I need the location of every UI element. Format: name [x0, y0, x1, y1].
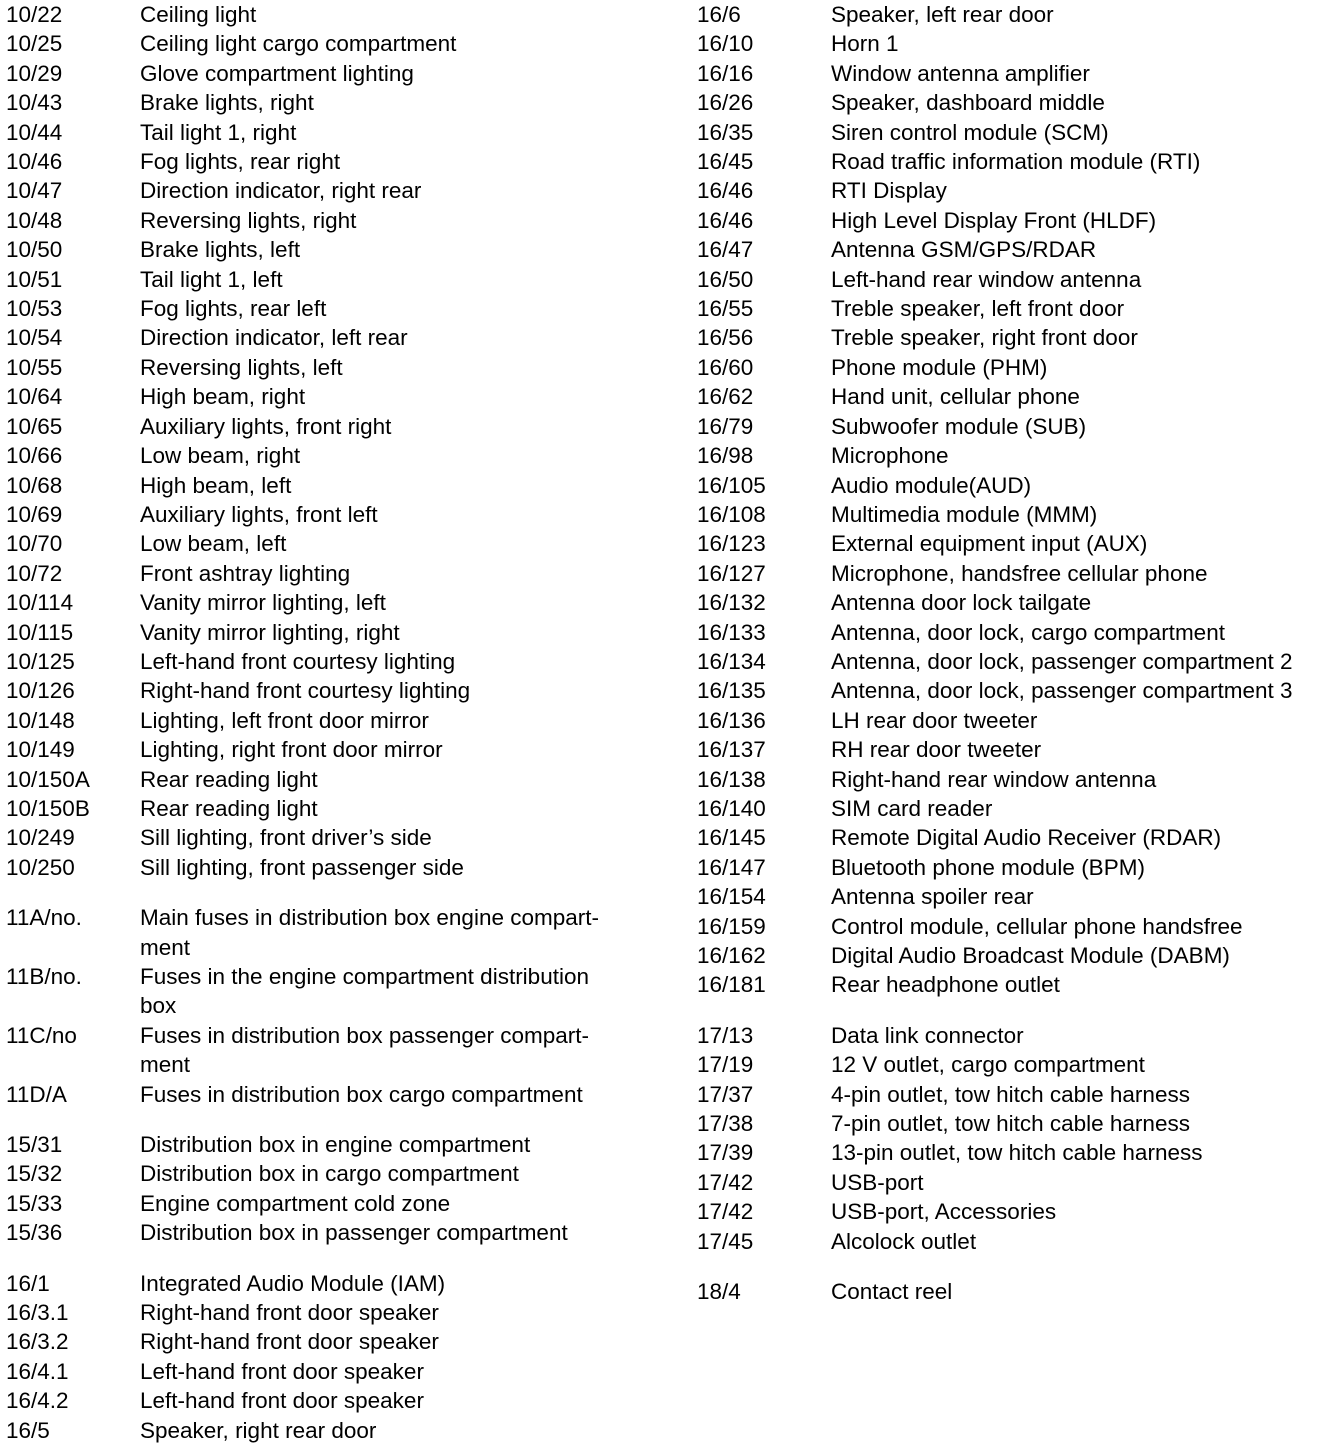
component-description: Window antenna amplifier	[831, 60, 1090, 86]
legend-entry	[6, 1189, 666, 1218]
component-description: Remote Digital Audio Receiver (RDAR)	[831, 825, 1222, 851]
legend-entry	[697, 382, 1337, 411]
legend-entry	[6, 441, 666, 470]
component-code: 16/147	[697, 854, 766, 880]
component-description: Fuses in distribution box passenger compart- ment	[140, 1022, 589, 1078]
component-code: 10/53	[6, 296, 63, 322]
component-code: 10/65	[6, 413, 63, 439]
legend-entry	[6, 735, 666, 764]
component-description: Distribution box in engine compartment	[140, 1132, 531, 1158]
legend-entry	[697, 618, 1337, 647]
component-code: 16/159	[697, 913, 766, 939]
component-code: 10/54	[6, 325, 63, 351]
component-code: 16/46	[697, 178, 754, 204]
component-code: 10/25	[6, 31, 63, 57]
component-description: Multimedia module (MMM)	[831, 501, 1098, 527]
legend-entry	[6, 559, 666, 588]
legend-entry	[697, 1227, 1337, 1256]
legend-entry	[697, 588, 1337, 617]
component-code: 10/150A	[6, 766, 90, 792]
component-code: 10/148	[6, 707, 75, 733]
legend-group	[6, 903, 666, 1109]
component-description: Distribution box in cargo compartment	[140, 1161, 519, 1187]
component-description: Left-hand front courtesy lighting	[140, 648, 456, 674]
component-code: 15/36	[6, 1220, 63, 1246]
legend-entry	[6, 1159, 666, 1188]
component-code: 15/33	[6, 1190, 63, 1216]
component-description: Auxiliary lights, front left	[140, 501, 378, 527]
component-description: Antenna, door lock, passenger compartment 3	[831, 678, 1293, 704]
component-code: 16/154	[697, 884, 766, 910]
component-description: 4-pin outlet, tow hitch cable harness	[831, 1081, 1190, 1107]
component-code: 16/50	[697, 266, 754, 292]
component-code: 16/1	[6, 1270, 50, 1296]
component-description: Speaker, right rear door	[140, 1417, 377, 1443]
component-description: Alcolock outlet	[831, 1228, 977, 1254]
component-description: Fuses in the engine compartment distribution box	[140, 964, 589, 1019]
component-description: Sill lighting, front passenger side	[140, 854, 464, 880]
component-description: Lighting, left front door mirror	[140, 707, 429, 733]
component-description: Integrated Audio Module (IAM)	[140, 1270, 446, 1296]
legend-entry	[6, 823, 666, 852]
component-description: Glove compartment lighting	[140, 60, 414, 86]
legend-entry	[697, 647, 1337, 676]
component-code: 10/29	[6, 60, 63, 86]
component-code: 16/140	[697, 795, 766, 821]
legend-entry	[6, 294, 666, 323]
component-description: Rear reading light	[140, 795, 318, 821]
legend-entry	[697, 676, 1337, 705]
component-code: 16/162	[697, 943, 766, 968]
component-code: 10/43	[6, 90, 63, 116]
component-code: 16/145	[697, 825, 766, 851]
component-description: Bluetooth phone module (BPM)	[831, 854, 1145, 880]
component-description: Reversing lights, left	[140, 354, 343, 380]
legend-entry	[697, 1197, 1337, 1226]
component-description: Brake lights, left	[140, 237, 301, 263]
component-code: 17/37	[697, 1081, 754, 1107]
component-description: Treble speaker, left front door	[831, 296, 1125, 322]
component-code: 10/126	[6, 678, 75, 704]
component-code: 16/105	[697, 472, 766, 498]
component-code: 16/45	[697, 149, 754, 175]
component-code: 16/123	[697, 531, 766, 557]
component-code: 11D/A	[6, 1081, 67, 1107]
component-code: 18/4	[697, 1279, 741, 1305]
component-code: 10/64	[6, 384, 63, 410]
component-code: 16/56	[697, 325, 754, 351]
legend-entry	[6, 88, 666, 117]
component-code: 16/10	[697, 31, 754, 57]
component-description: Speaker, dashboard middle	[831, 90, 1105, 116]
legend-entry	[6, 500, 666, 529]
component-code: 16/60	[697, 354, 754, 380]
legend-entry	[697, 970, 1337, 999]
legend-entry	[6, 265, 666, 294]
component-description: 7-pin outlet, tow hitch cable harness	[831, 1111, 1190, 1137]
legend-entry	[6, 235, 666, 264]
component-description: Direction indicator, left rear	[140, 325, 408, 351]
legend-entry	[697, 706, 1337, 735]
component-code: 11A/no.	[6, 905, 82, 931]
legend-entry	[697, 206, 1337, 235]
legend-entry	[697, 1050, 1337, 1079]
component-description: Rear reading light	[140, 766, 318, 792]
component-code: 10/68	[6, 472, 63, 498]
component-code: 10/66	[6, 443, 63, 469]
component-code: 16/135	[697, 678, 766, 704]
component-description: Distribution box in passenger compartment	[140, 1220, 568, 1246]
legend-entry	[697, 1109, 1337, 1138]
legend-entry	[697, 559, 1337, 588]
component-description: Vanity mirror lighting, right	[140, 619, 400, 645]
legend-group	[6, 1269, 666, 1445]
component-code: 10/44	[6, 119, 63, 145]
legend-entry	[697, 118, 1337, 147]
group-spacer	[6, 1109, 666, 1130]
legend-entry	[6, 206, 666, 235]
legend-entry	[697, 529, 1337, 558]
component-description: RTI Display	[831, 178, 947, 204]
component-code: 16/127	[697, 560, 766, 586]
legend-entry	[697, 471, 1337, 500]
component-description: USB-port, Accessories	[831, 1199, 1057, 1225]
legend-entry	[6, 323, 666, 352]
legend-entry	[6, 471, 666, 500]
component-description: High beam, left	[140, 472, 292, 498]
component-code: 10/70	[6, 531, 63, 557]
legend-entry	[697, 176, 1337, 205]
component-code: 10/47	[6, 178, 63, 204]
component-description: Tail light 1, left	[140, 266, 283, 292]
legend-group	[697, 0, 1337, 1000]
component-code: 16/5	[6, 1417, 50, 1443]
legend-entry	[6, 903, 666, 962]
legend-entry	[6, 529, 666, 558]
component-code: 16/181	[697, 972, 766, 998]
component-code: 10/72	[6, 560, 63, 586]
legend-entry	[697, 1168, 1337, 1197]
legend-entry	[6, 382, 666, 411]
legend-entry	[697, 1277, 1337, 1306]
component-code: 10/50	[6, 237, 63, 263]
legend-group	[6, 0, 666, 882]
legend-entry	[6, 1357, 666, 1386]
component-description: Left-hand front door speaker	[140, 1358, 424, 1384]
component-description: Antenna spoiler rear	[831, 884, 1034, 910]
component-code: 10/51	[6, 266, 63, 292]
legend-entry	[697, 294, 1337, 323]
component-code: 17/39	[697, 1140, 754, 1166]
component-code: 16/4.2	[6, 1388, 69, 1414]
component-code: 16/138	[697, 766, 766, 792]
legend-entry	[697, 323, 1337, 352]
component-description: Left-hand rear window antenna	[831, 266, 1142, 292]
left-column	[6, 0, 666, 1445]
component-description: Antenna GSM/GPS/RDAR	[831, 237, 1097, 263]
component-description: Fuses in distribution box cargo compartment	[140, 1081, 583, 1107]
component-description: Vanity mirror lighting, left	[140, 590, 386, 616]
legend-entry	[697, 823, 1337, 852]
component-code: 10/69	[6, 501, 63, 527]
component-description: High beam, right	[140, 384, 306, 410]
component-code: 17/42	[697, 1169, 754, 1195]
component-description: Microphone, handsfree cellular phone	[831, 560, 1208, 586]
component-description: Ceiling light	[140, 2, 257, 27]
component-description: Left-hand front door speaker	[140, 1388, 424, 1414]
component-code: 10/249	[6, 825, 75, 851]
component-code: 16/134	[697, 648, 766, 674]
legend-entry	[6, 1130, 666, 1159]
component-code: 16/132	[697, 590, 766, 616]
legend-entry	[697, 1021, 1337, 1050]
component-code: 10/46	[6, 149, 63, 175]
component-code: 16/4.1	[6, 1358, 69, 1384]
legend-entry	[697, 1080, 1337, 1109]
legend-entry	[6, 412, 666, 441]
component-description: Direction indicator, right rear	[140, 178, 422, 204]
group-spacer	[6, 882, 666, 903]
component-code: 10/149	[6, 737, 75, 763]
legend-entry	[6, 0, 666, 29]
component-description: Siren control module (SCM)	[831, 119, 1109, 145]
component-code: 11B/no.	[6, 964, 82, 989]
component-code: 10/114	[6, 590, 74, 616]
component-description: Right-hand rear window antenna	[831, 766, 1157, 792]
component-description: Reversing lights, right	[140, 207, 357, 233]
legend-entry	[6, 1021, 666, 1080]
component-code: 16/35	[697, 119, 754, 145]
component-code: 16/3.2	[6, 1329, 69, 1355]
legend-entry	[6, 1269, 666, 1298]
legend-group	[697, 1021, 1337, 1256]
component-description: LH rear door tweeter	[831, 707, 1038, 733]
component-code: 17/42	[697, 1199, 754, 1225]
legend-entry	[697, 500, 1337, 529]
component-description: USB-port	[831, 1169, 924, 1195]
component-description: Engine compartment cold zone	[140, 1190, 451, 1216]
legend-entry	[697, 412, 1337, 441]
component-code: 16/55	[697, 296, 754, 322]
legend-entry	[697, 88, 1337, 117]
group-spacer	[697, 1256, 1337, 1277]
legend-entry	[6, 706, 666, 735]
legend-entry	[697, 59, 1337, 88]
component-code: 16/98	[697, 443, 754, 469]
component-description: SIM card reader	[831, 795, 993, 821]
component-code: 16/133	[697, 619, 766, 645]
component-code: 10/22	[6, 2, 63, 27]
component-description: Antenna, door lock, cargo compartment	[831, 619, 1225, 645]
component-description: Auxiliary lights, front right	[140, 413, 392, 439]
component-description: Low beam, right	[140, 443, 301, 469]
legend-entry	[697, 794, 1337, 823]
legend-entry	[697, 735, 1337, 764]
component-description: Data link connector	[831, 1022, 1024, 1048]
component-description: Control module, cellular phone handsfree	[831, 913, 1243, 939]
legend-entry	[6, 147, 666, 176]
legend-entry	[6, 962, 666, 1021]
component-code: 17/38	[697, 1111, 754, 1137]
component-description: Right-hand front door speaker	[140, 1329, 439, 1355]
legend-entry	[6, 588, 666, 617]
component-code: 16/3.1	[6, 1300, 69, 1326]
legend-entry	[6, 1416, 666, 1445]
component-description: Phone module (PHM)	[831, 354, 1048, 380]
component-description: Brake lights, right	[140, 90, 314, 116]
component-code: 16/79	[697, 413, 754, 439]
component-code: 16/108	[697, 501, 766, 527]
component-code: 16/16	[697, 60, 754, 86]
component-description: Lighting, right front door mirror	[140, 737, 443, 763]
component-description: Speaker, left rear door	[831, 2, 1054, 27]
legend-entry	[6, 29, 666, 58]
legend-entry	[6, 794, 666, 823]
component-code: 15/31	[6, 1132, 63, 1158]
right-column	[697, 0, 1337, 1306]
component-description: External equipment input (AUX)	[831, 531, 1148, 557]
component-code: 11C/no	[6, 1022, 77, 1048]
component-code: 16/62	[697, 384, 754, 410]
component-description: High Level Display Front (HLDF)	[831, 207, 1157, 233]
component-code: 10/150B	[6, 795, 90, 821]
component-description: Antenna door lock tailgate	[831, 590, 1092, 616]
group-spacer	[6, 1248, 666, 1269]
component-description: Horn 1	[831, 31, 899, 57]
component-code: 16/26	[697, 90, 754, 116]
component-description: Digital Audio Broadcast Module (DABM)	[831, 943, 1230, 968]
component-description: Low beam, left	[140, 531, 287, 557]
legend-entry	[697, 147, 1337, 176]
legend-entry	[6, 176, 666, 205]
legend-entry	[697, 353, 1337, 382]
legend-entry	[697, 29, 1337, 58]
component-code: 17/13	[697, 1022, 754, 1048]
legend-entry	[6, 1386, 666, 1415]
component-description: Antenna, door lock, passenger compartment 2	[831, 648, 1293, 674]
component-code: 16/6	[697, 2, 741, 27]
legend-entry	[6, 1218, 666, 1247]
component-code: 15/32	[6, 1161, 63, 1187]
component-description: Fog lights, rear left	[140, 296, 327, 322]
component-code: 17/19	[697, 1052, 754, 1078]
component-code: 10/250	[6, 854, 75, 880]
component-code: 10/115	[6, 619, 74, 645]
component-description: Right-hand front door speaker	[140, 1300, 439, 1326]
legend-entry	[697, 765, 1337, 794]
component-description: RH rear door tweeter	[831, 737, 1042, 763]
legend-entry	[697, 912, 1337, 941]
component-code: 16/136	[697, 707, 766, 733]
component-code: 10/55	[6, 354, 63, 380]
legend-entry	[6, 676, 666, 705]
legend-entry	[697, 441, 1337, 470]
legend-entry	[6, 853, 666, 882]
legend-entry	[6, 59, 666, 88]
component-code: 16/137	[697, 737, 766, 763]
component-description: Right-hand front courtesy lighting	[140, 678, 471, 704]
component-description: 13-pin outlet, tow hitch cable harness	[831, 1140, 1203, 1166]
legend-entry	[697, 853, 1337, 882]
legend-entry	[697, 0, 1337, 29]
component-description: Hand unit, cellular phone	[831, 384, 1080, 410]
legend-entry	[697, 265, 1337, 294]
component-code: 10/125	[6, 648, 75, 674]
component-code: 16/47	[697, 237, 754, 263]
component-description: Rear headphone outlet	[831, 972, 1060, 998]
legend-entry	[6, 118, 666, 147]
legend-entry	[697, 1138, 1337, 1167]
legend-entry	[6, 1080, 666, 1109]
legend-entry	[6, 353, 666, 382]
legend-entry	[697, 235, 1337, 264]
component-description: Microphone	[831, 443, 949, 469]
legend-group	[697, 1277, 1337, 1306]
legend-entry	[697, 941, 1337, 970]
component-description: 12 V outlet, cargo compartment	[831, 1052, 1145, 1078]
component-description: Road traffic information module (RTI)	[831, 149, 1201, 175]
component-description: Main fuses in distribution box engine compart- ment	[140, 905, 599, 960]
component-description: Front ashtray lighting	[140, 560, 351, 586]
component-description: Tail light 1, right	[140, 119, 297, 145]
component-code: 16/46	[697, 207, 754, 233]
legend-entry	[6, 647, 666, 676]
component-code: 17/45	[697, 1228, 754, 1254]
component-description: Treble speaker, right front door	[831, 325, 1138, 351]
component-description: Contact reel	[831, 1279, 953, 1305]
component-description: Audio module(AUD)	[831, 472, 1032, 498]
legend-entry	[6, 765, 666, 794]
component-description: Fog lights, rear right	[140, 149, 341, 175]
component-description: Sill lighting, front driver’s side	[140, 825, 432, 851]
legend-entry	[697, 882, 1337, 911]
group-spacer	[697, 1000, 1337, 1021]
legend-entry	[6, 1327, 666, 1356]
component-description: Subwoofer module (SUB)	[831, 413, 1087, 439]
component-description: Ceiling light cargo compartment	[140, 31, 457, 57]
legend-entry	[6, 1298, 666, 1327]
legend-entry	[6, 618, 666, 647]
component-code: 10/48	[6, 207, 63, 233]
legend-group	[6, 1130, 666, 1248]
